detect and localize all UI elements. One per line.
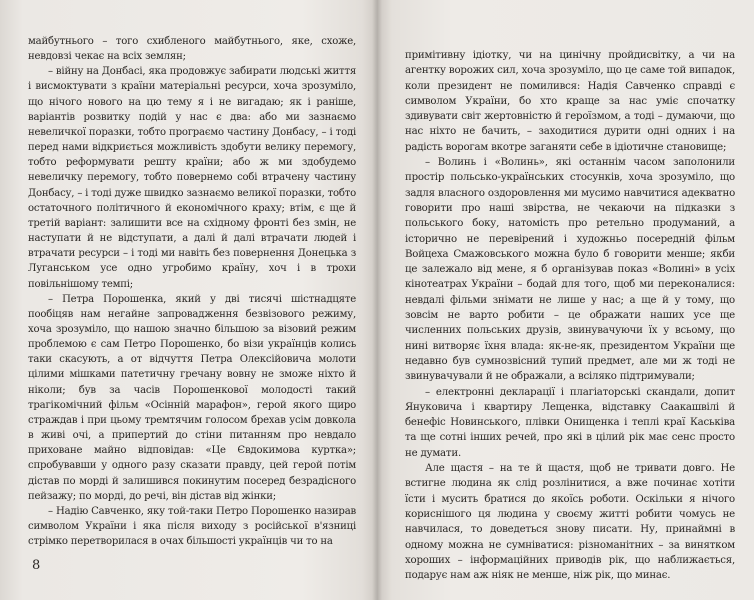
right-page [377, 0, 754, 600]
paragraph: – війну на Донбасі, яка продовжує забирати людські життя і висмоктувати з країни матеріальні ресурси, хоча зрозуміло, що нічого нового на цю тему я і не вигадаю; як і раніше, варіантів розвитку подій у нас є два: або ми зазнаємо невеличкої поразки, тобто програємо частину Донбасу, – і тоді перед нами відкриється можливість здобути велику перемогу, тобто реформувати решту країни; або ж ми здобудемо невеличку перемогу, тобто повернемо собі втрачену частину Донбасу, – і тоді дуже швидко зазнаємо великої поразки, тобто остаточного політичного й економічного краху; втім, є ще й третій варіант: залишити все на східному фронті без змін, не наступати й не відступати, а далі й далі втрачати людей і втрачати ресурси – і тоді ми навіть без повернення Донецька з Луганськом усе одно угробимо країну, хоч і в трохи повільнішому темпі; [28, 66, 356, 290]
paragraph: примітивну ідіотку, чи на цинічну пройдисвітку, а чи на агентку ворожих сил, хоча зрозуміло, що це саме той випадок, коли президент не помилився: Надія Савченко справді є символом України, бо хто краще за нас уміє спочатку здивувати світ жертовністю й героїзмом, а тоді – думаючи, що нас ніхто не бачить, – заходитися дурити одні одних і на радість ворогам вкотре заганяти себе в ідіотичне становище; [405, 50, 735, 153]
paragraph: майбутнього – того схибленого майбутнього, яке, схоже, невдовзі чекає на всіх землян; [28, 36, 356, 63]
left-page-text [28, 34, 356, 549]
book-spine [372, 0, 382, 600]
paragraph: – електронні декларації і плагіаторські скандали, допит Януковича і квартиру Лещенка, відставку Саакашвілі й бенефіс Новинського, плівки Онищенка і теплі краї Каськіва та ще сотні інших речей, про які в цілий рік має сенс просто не думати. [405, 386, 735, 459]
paragraph: – Петра Порошенка, який у дві тисячі шістнадцяте пообіцяв нам негайне запровадження безвізового режиму, хоча зрозуміло, що нашою значно більшою за візовий режим проблемою є сам Петро Порошенко, бо візи українців колись таки скасують, а от відчуття Петра Олексійовича молоти цілими мішками патетичну гречану вовну не зможе ніхто й ніколи; був за часів Порошенкової молодості такий трагікомічний фільм «Осінній марафон», герой якого щиро страждав і при цьому тремтячим голосом брехав усім довкола в живі очі, а припертий до стіни питанням про невдало приховане майно відповідав: «Це Євдокимова куртка»; спробувавши у одного разу сказати правду, цей герой потім дістав по морді й залишився покинутим посеред безрадісного пейзажу; по морді, до речі, він дістав від жінки; [28, 293, 356, 502]
right-page-text [405, 48, 735, 583]
paragraph: – Волинь і «Волинь», які останнім часом заполонили простір польсько-українських стосунків, хоча зрозуміло, що задля власного оздоровлення ми мусимо навчитися адекватно говорити про наші звірства, не чекаючи на підказки з польського боку, натомість про ретельно продуманий, а історично не перевірений і художньо посередній фільм Войцеха Смажовського можна було б говорити менше; якби це залежало від мене, я б організував показ «Волині» в усіх кінотеатрах України – бодай для того, щоб ми переконалися: невдалі фільми знімати не лише у нас; а ще й у тому, що зовсім не варто робити – це ображати наших усе ще численних польських друзів, звинувачуючи їх у всьому, що нині витворяє їхня влада: як-не-як, президентом України ще недавно був сумнозвісний тупий предмет, але ми ж тоді не звинувачували й не ображали, а всіляко підтримували; [405, 157, 735, 383]
paragraph: – Надію Савченко, яку той-таки Петро Порошенко назирав символом України і яка після виходу з російської в'язниці стрімко перетворилася в очах більшості українців чи то на [28, 505, 356, 548]
page-number: 8 [32, 558, 41, 573]
paragraph: Але щастя – на те й щастя, щоб не тривати довго. Не встигне людина як слід розлінитися, а вже починає хотіти їсти і мусить братися до якоїсь роботи. Оскільки я нічого кориснішого ця людина у своєму житті робити чомусь не навчилася, то доведеться знову писати. Ну, принаймні в одному можна не сумніватися: різноманітних – за винятком хороших – інформаційних приводів рік, що наближається, подарує нам аж ніяк не менше, ніж рік, що минає. [405, 463, 735, 582]
